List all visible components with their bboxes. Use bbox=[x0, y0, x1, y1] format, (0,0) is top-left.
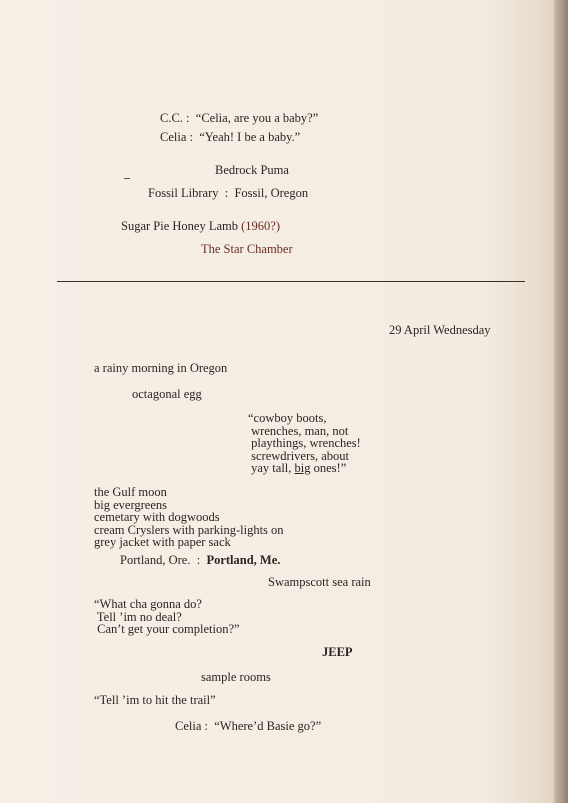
sugar-pie-year: (1960?) bbox=[241, 219, 280, 233]
list-item: big evergreens bbox=[94, 497, 168, 512]
cowboy-line-5b: ones!” bbox=[310, 461, 347, 476]
page-edge-shadow bbox=[554, 0, 568, 803]
hit-the-trail: “Tell ’im to hit the trail” bbox=[94, 693, 216, 707]
octagonal-egg: octagonal egg bbox=[132, 387, 202, 401]
list-item: the Gulf moon bbox=[94, 485, 167, 499]
sugar-pie-title: Sugar Pie Honey Lamb bbox=[121, 219, 238, 233]
whatcha-quote bbox=[94, 598, 240, 636]
list-item: grey jacket with paper sack bbox=[94, 535, 231, 550]
sugar-pie bbox=[121, 220, 280, 233]
sample-rooms: sample rooms bbox=[201, 670, 271, 684]
star-chamber: The Star Chamber bbox=[201, 242, 293, 256]
fossil-library-text: Fossil Library : Fossil, Oregon bbox=[148, 186, 309, 200]
portland-ore: Portland, Ore. : bbox=[120, 553, 207, 567]
cowboy-line-4: screwdrivers, about bbox=[248, 448, 350, 463]
portland-me: Portland, Me. bbox=[206, 553, 281, 567]
cowboy-big-underlined: big bbox=[294, 461, 311, 476]
portland-line bbox=[120, 554, 280, 567]
section-divider bbox=[57, 281, 525, 282]
ink-mark bbox=[124, 178, 130, 179]
rainy-morning: a rainy morning in Oregon bbox=[94, 361, 228, 375]
dialogue-cc: C.C. : “Celia, are you a baby?” bbox=[160, 111, 319, 125]
cowboy-line-5a: yay tall, bbox=[248, 461, 295, 476]
dialogue-celia: Celia : “Yeah! I be a baby.” bbox=[160, 130, 301, 144]
cowboy-quote bbox=[248, 412, 361, 475]
cowboy-line-5 bbox=[248, 462, 361, 475]
whatcha-line-3: Can’t get your completion?” bbox=[94, 622, 240, 637]
celia-basie: Celia : “Where’d Basie go?” bbox=[175, 719, 322, 733]
entry-date: 29 April Wednesday bbox=[389, 323, 491, 337]
fossil-library bbox=[148, 187, 308, 200]
bedrock-puma: Bedrock Puma bbox=[215, 163, 289, 177]
cowboy-line-3: playthings, wrenches! bbox=[248, 436, 361, 451]
cowboy-line-2: wrenches, man, not bbox=[248, 423, 349, 438]
list-item: cemetary with dogwoods bbox=[94, 510, 220, 525]
jeep: JEEP bbox=[322, 645, 353, 659]
cowboy-line-1: “cowboy boots, bbox=[248, 411, 327, 425]
list-item: cream Cryslers with parking-lights on bbox=[94, 522, 284, 537]
whatcha-line-1: “What cha gonna do? bbox=[94, 597, 202, 611]
whatcha-line-2: Tell ’im no deal? bbox=[94, 609, 182, 624]
swampscott: Swampscott sea rain bbox=[268, 575, 371, 589]
observation-list bbox=[94, 486, 284, 549]
